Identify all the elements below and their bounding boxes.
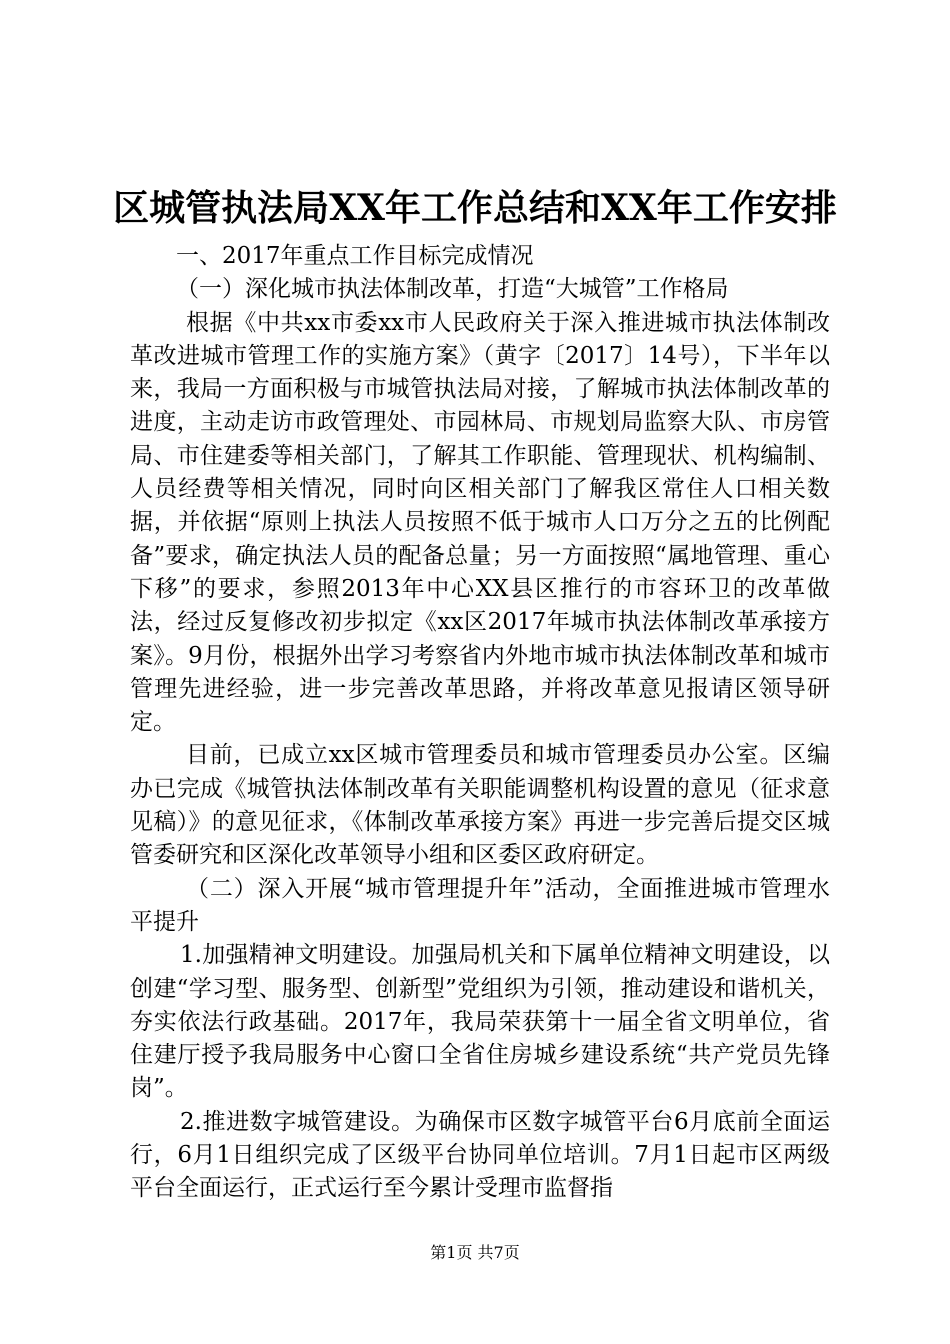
body-paragraph: 根据《中共xx市委xx市人民政府关于深入推进城市执法体制改革改进城市管理工作的实施方案》（黄字〔2017〕14号），下半年以来，我局一方面积极与市城管执法局对接，了解城市执法体制改革的进度，主动走访市政管理处、市园林局、市规划局监察大队、市房管局、市住建委等相关部门，了解其工作职能、管理现状、机构编制、人员经费等相关情况，同时向区相关部门了解我区常住人口相关数据，并依据“原则上执法人员按照不低于城市人口万分之五的比例配备”要求，确定执法人员的配备总量；另一方面按照“属地管理、重心下移”的要求，参照2013年中心XX县区推行的市容环卫的改革做法，经过反复修改初步拟定《xx区2017年城市执法体制改革承接方案》。9月份，根据外出学习考察省内外地市城市执法体制改革和城市管理先进经验，进一步完善改革思路，并将改革意见报请区领导研定。 [130,309,830,736]
body-paragraph: 目前，已成立xx区城市管理委员和城市管理委员办公室。区编办已完成《城管执法体制改革有关职能调整机构设置的意见（征求意见稿）》的意见征求，《体制改革承接方案》再进一步完善后提交区城管委研究和区深化改革领导小组和区委区政府研定。 [130,742,830,869]
body-paragraph: 2.推进数字城管建设。为确保市区数字城管平台6月底前全面运行，6月1日组织完成了区级平台协同单位培训。7月1日起市区两级平台全面运行，正式运行至今累计受理市监督指 [130,1108,830,1202]
subsection-heading: （二）深入开展“城市管理提升年”活动，全面推进城市管理水平提升 [130,875,830,935]
document-title: 区城管执法局XX年工作总结和XX年工作安排 [113,187,837,229]
section-heading: 一、2017年重点工作目标完成情况 [176,243,534,269]
subsection-heading: （一）深化城市执法体制改革，打造“大城管”工作格局 [176,276,729,303]
page-number-footer: 第1页 共7页 [430,1243,520,1262]
body-paragraph: 1.加强精神文明建设。加强局机关和下属单位精神文明建设，以创建“学习型、服务型、创新型”党组织为引领，推动建设和谐机关，夯实依法行政基础。2017年，我局荣获第十一届全省文明单位，省住建厅授予我局服务中心窗口全省住房城乡建设系统“共产党员先锋岗”。 [130,942,830,1102]
document-body [130,240,830,1206]
